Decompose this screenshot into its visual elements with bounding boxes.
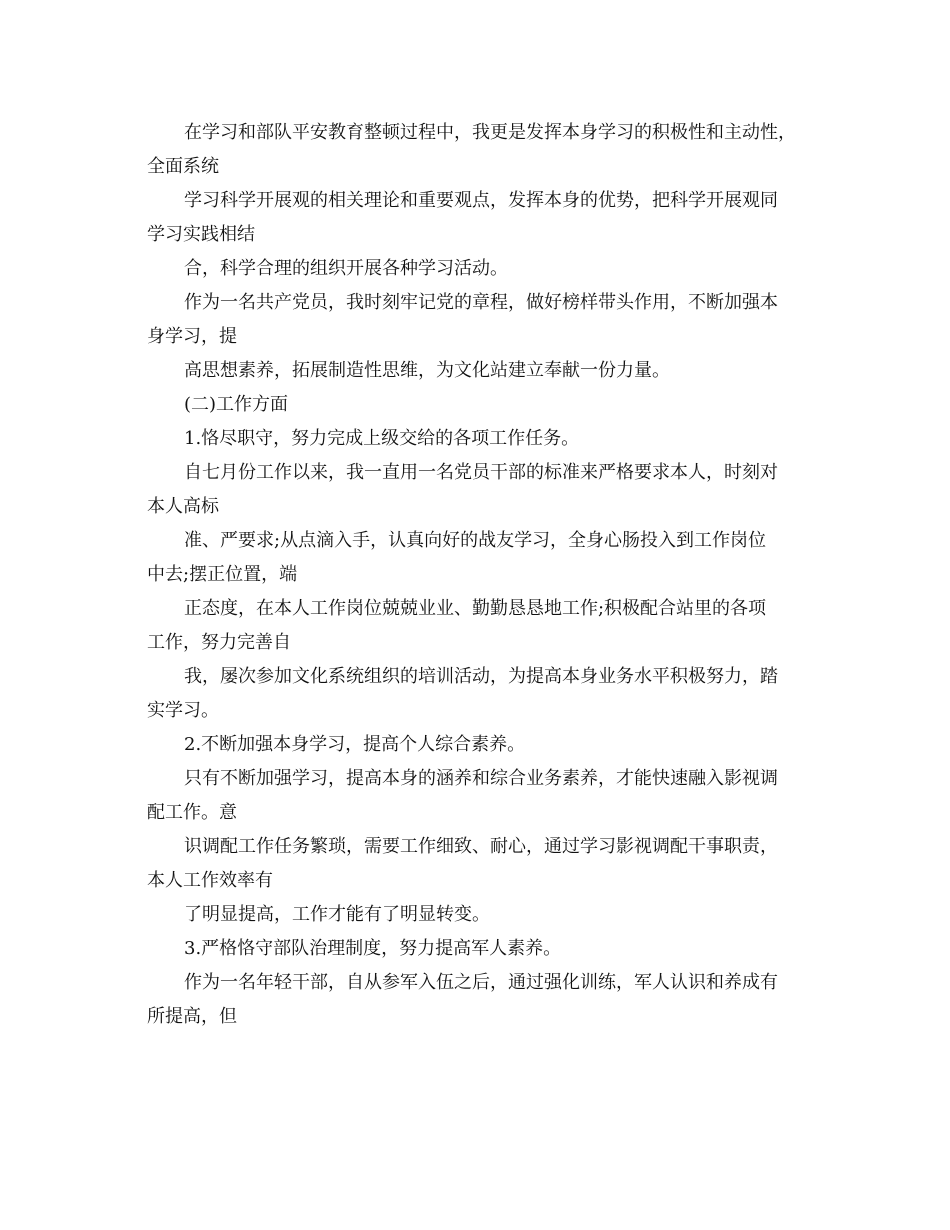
text-line: 学习实践相结 — [147, 224, 255, 245]
text-line: 合，科学合理的组织开展各种学习活动。 — [184, 258, 508, 279]
text-line: 中去;摆正位置，端 — [147, 564, 298, 585]
text-line: 配工作。意 — [147, 802, 237, 823]
text-line: 高思想素养，拓展制造性思维，为文化站建立奉献一份力量。 — [184, 360, 670, 381]
text-line: 身学习，提 — [147, 326, 237, 347]
text-line: 实学习。 — [147, 700, 219, 721]
text-line: (二)工作方面 — [184, 394, 289, 415]
text-line: 作为一名共产党员，我时刻牢记党的章程，做好榜样带头作用，不断加强本 — [184, 292, 778, 313]
text-line: 3.严格恪守部队治理制度，努力提高军人素养。 — [184, 938, 562, 959]
text-line: 我，屡次参加文化系统组织的培训活动，为提高本身业务水平积极努力，踏 — [184, 666, 778, 687]
text-line: 1.恪尽职守，努力完成上级交给的各项工作任务。 — [184, 428, 580, 449]
text-line: 工作，努力完善自 — [147, 632, 291, 653]
text-line: 了明显提高，工作才能有了明显转变。 — [184, 904, 490, 925]
text-line: 学习科学开展观的相关理论和重要观点，发挥本身的优势，把科学开展观同 — [184, 190, 778, 211]
text-line: 全面系统 — [147, 156, 219, 177]
text-line: 本人高标 — [147, 496, 219, 517]
text-line: 只有不断加强学习，提高本身的涵养和综合业务素养，才能快速融入影视调 — [184, 768, 778, 789]
text-line: 正态度，在本人工作岗位兢兢业业、勤勤恳恳地工作;积极配合站里的各项 — [184, 598, 767, 619]
text-line: 作为一名年轻干部，自从参军入伍之后，通过强化训练，军人认识和养成有 — [184, 972, 778, 993]
document-body — [147, 116, 817, 1034]
text-line: 自七月份工作以来，我一直用一名党员干部的标准来严格要求本人，时刻对 — [184, 462, 778, 483]
text-line: 2.不断加强本身学习，提高个人综合素养。 — [184, 734, 526, 755]
text-line: 本人工作效率有 — [147, 870, 273, 891]
text-line: 识调配工作任务繁琐，需要工作细致、耐心，通过学习影视调配干事职责， — [184, 836, 778, 857]
text-line: 所提高，但 — [147, 1006, 237, 1027]
text-line: 准、严要求;从点滴入手，认真向好的战友学习，全身心肠投入到工作岗位 — [184, 530, 767, 551]
text-line: 在学习和部队平安教育整顿过程中，我更是发挥本身学习的积极性和主动性， — [184, 122, 796, 143]
